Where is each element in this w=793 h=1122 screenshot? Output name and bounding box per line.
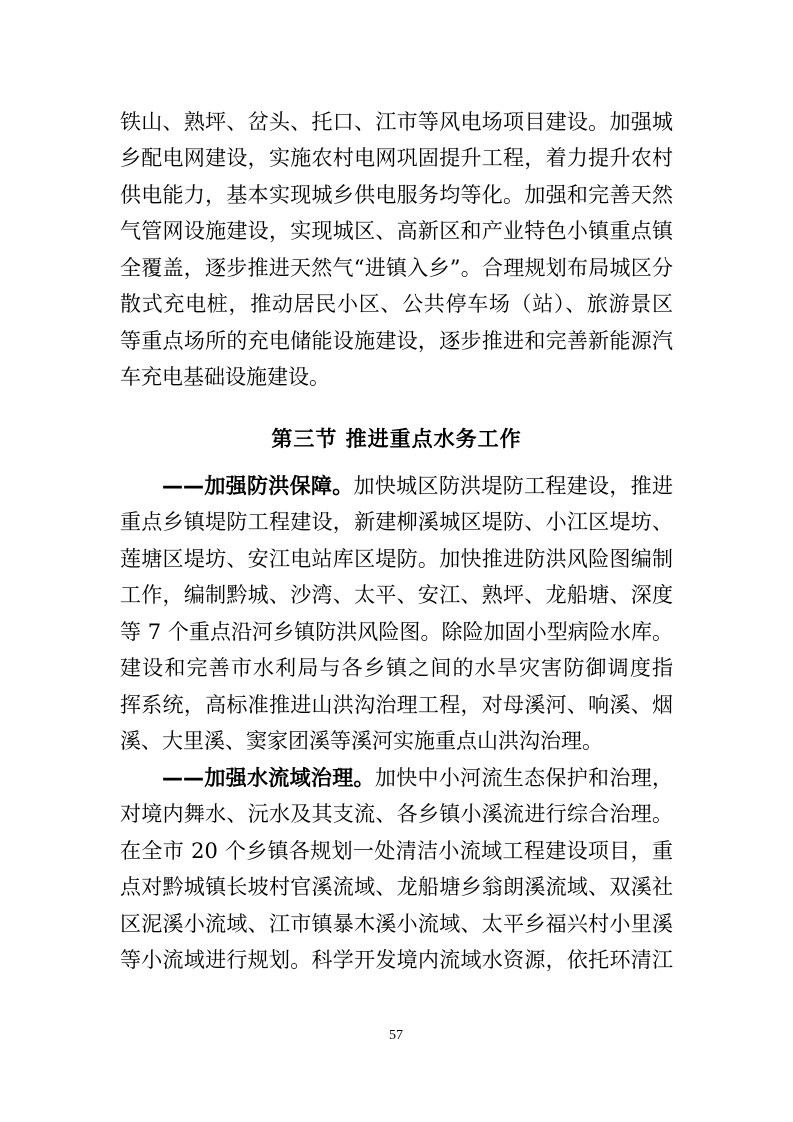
paragraph-lead: ——加强防洪保障。 <box>162 474 354 498</box>
text-line: 工作，编制黔城、沙湾、太平、安江、熟坪、龙船塘、深度 <box>120 583 673 607</box>
text-line: 在全市 20 个乡镇各规划一处清洁小流域工程建设项目，重 <box>120 839 673 863</box>
paragraph-lead: ——加强水流域治理。 <box>162 766 375 790</box>
text-line: 供电能力，基本实现城乡供电服务均等化。加强和完善天然 <box>120 183 673 207</box>
text-line-first <box>162 760 673 796</box>
page-number: 57 <box>389 1028 403 1043</box>
text-run: 加快城区防洪堤防工程建设，推进 <box>353 474 673 498</box>
text-line: 铁山、熟坪、岔头、托口、江市等风电场项目建设。加强城 <box>120 110 673 134</box>
text-line: 溪、大里溪、窦家团溪等溪河实施重点山洪沟治理。 <box>120 729 603 753</box>
text-line: 对境内舞水、沅水及其支流、各乡镇小溪流进行综合治理。 <box>120 802 673 826</box>
text-line: 等重点场所的充电储能设施建设，逐步推进和完善新能源汽 <box>120 329 673 353</box>
text-line: 重点乡镇堤防工程建设，新建柳溪城区堤防、小江区堤坊、 <box>120 510 673 534</box>
text-line: 点对黔城镇长坡村官溪流域、龙船塘乡翁朗溪流域、双溪社 <box>120 875 673 899</box>
text-run: 加快中小河流生态保护和治理， <box>374 766 673 790</box>
text-line: 等小流域进行规划。科学开发境内流域水资源，依托环清江 <box>120 948 673 972</box>
text-line: 莲塘区堤坊、安江电站库区堤防。加快推进防洪风险图编制 <box>120 547 673 571</box>
text-line: 散式充电桩，推动居民小区、公共停车场（站）、旅游景区 <box>120 292 673 316</box>
section-heading: 第三节 推进重点水务工作 <box>271 427 522 451</box>
text-line: 挥系统，高标准推进山洪沟治理工程，对母溪河、响溪、烟 <box>120 693 673 717</box>
text-line: 乡配电网建设，实施农村电网巩固提升工程，着力提升农村 <box>120 146 673 170</box>
text-line-first <box>162 468 673 504</box>
text-line: 车充电基础设施建设。 <box>120 365 330 389</box>
text-line: 建设和完善市水利局与各乡镇之间的水旱灾害防御调度指 <box>120 656 673 680</box>
text-line: 全覆盖，逐步推进天然气“进镇入乡”。合理规划布局城区分 <box>120 256 673 280</box>
text-line: 气管网设施建设，实现城区、高新区和产业特色小镇重点镇 <box>120 219 673 243</box>
text-line: 等 7 个重点沿河乡镇防洪风险图。除险加固小型病险水库。 <box>120 620 673 644</box>
text-line: 区泥溪小流域、江市镇暴木溪小流域、太平乡福兴村小里溪 <box>120 912 673 936</box>
